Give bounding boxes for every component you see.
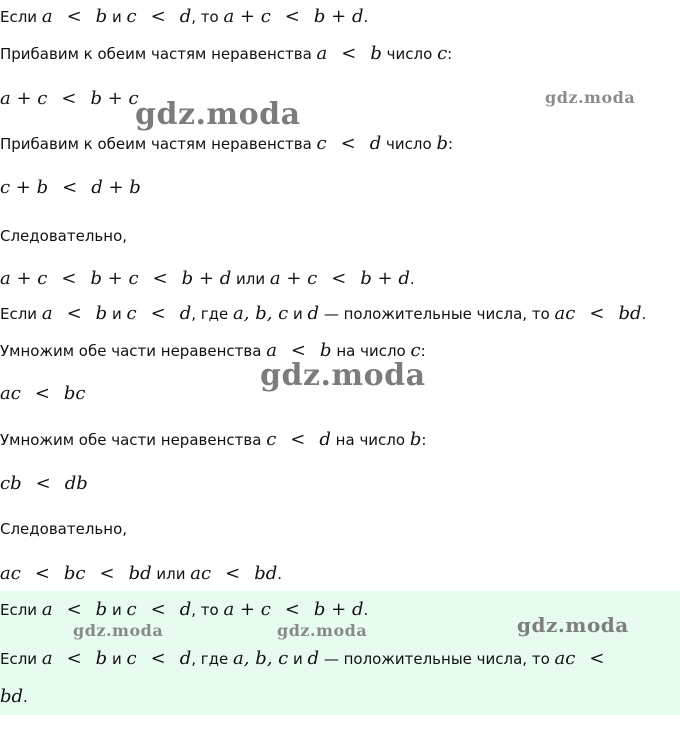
- statement-product: Если a < b и c < d, где a, b, c и d — положительные числа, то ac < bd.: [0, 303, 647, 324]
- conclusion-sum: a + c < b + c < b + d или a + c < b + d.: [0, 268, 415, 289]
- watermark-logo: gdz.moda: [545, 88, 636, 107]
- summary-product: Если a < b и c < d, где a, b, c и d — положительные числа, то ac <: [0, 648, 605, 669]
- statement-sum: Если a < b и c < d, то a + c < b + d.: [0, 6, 369, 27]
- watermark-logo: gdz.moda: [135, 97, 301, 132]
- step-add-b: Прибавим к обеим частям неравенства c < d число b:: [0, 133, 454, 154]
- step-add-c: Прибавим к обеим частям неравенства a < b число c:: [0, 43, 453, 64]
- conclusion-product: ac < bc < bd или ac < bd.: [0, 563, 283, 584]
- watermark-logo: gdz.moda: [517, 613, 629, 637]
- watermark-logo: gdz.moda: [260, 358, 426, 393]
- summary-sum: Если a < b и c < d, то a + c < b + d.: [0, 599, 369, 620]
- conclusion-label-2: Следовательно,: [0, 520, 128, 538]
- conclusion-label: Следовательно,: [0, 227, 128, 245]
- inequality-3: ac < bc: [0, 383, 86, 404]
- inequality-4: cb < db: [0, 473, 88, 494]
- watermark-logo: gdz.moda: [73, 621, 164, 640]
- summary-product-cont: bd.: [0, 686, 28, 707]
- inequality-2: c + b < d + b: [0, 177, 141, 198]
- inequality-1: a + c < b + c: [0, 88, 139, 109]
- watermark-logo: gdz.moda: [277, 621, 368, 640]
- step-multiply-c: Умножим обе части неравенства a < b на число c:: [0, 340, 426, 361]
- step-multiply-b: Умножим обе части неравенства c < d на число b:: [0, 429, 427, 450]
